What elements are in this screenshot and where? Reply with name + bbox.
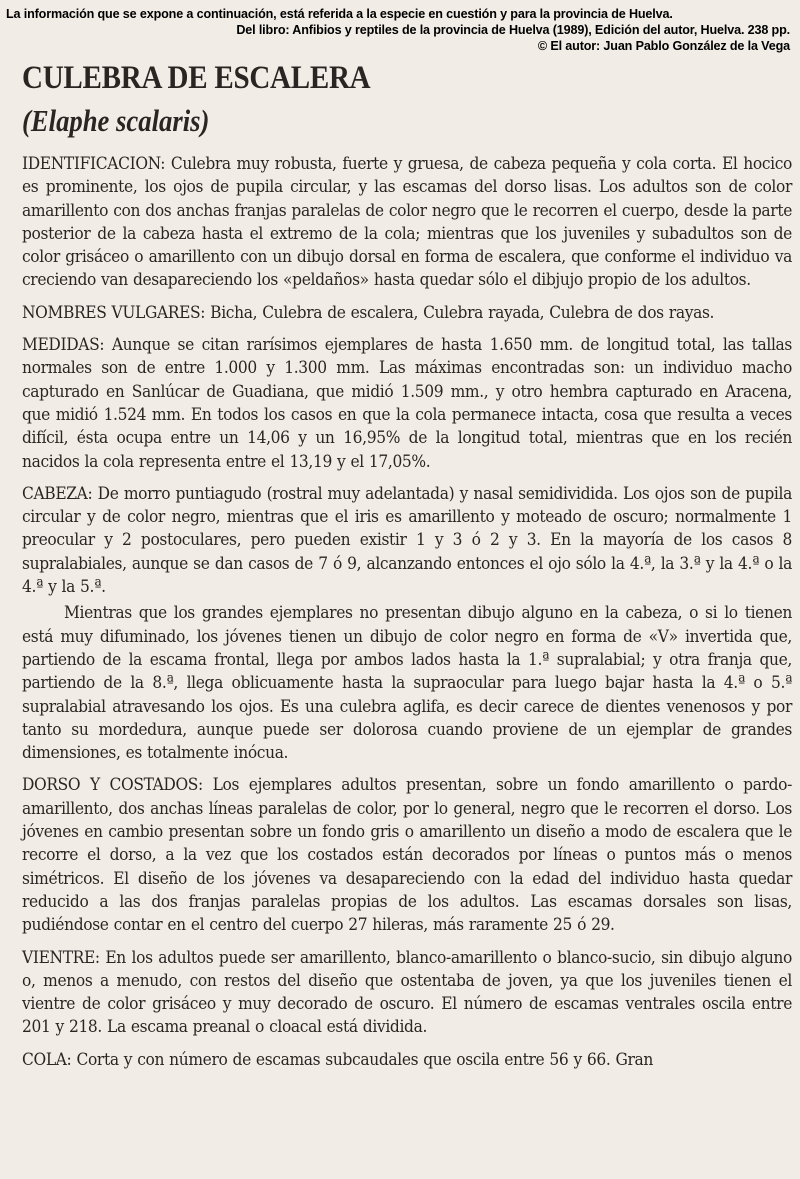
section-cabeza	[22, 483, 792, 599]
header-copyright: © El autor: Juan Pablo González de la Vega	[537, 39, 790, 53]
section-label: CABEZA:	[22, 483, 93, 504]
section-text: Bicha, Culebra de escalera, Culebra rayada, Culebra de dos rayas.	[205, 302, 715, 323]
section-label: VIENTRE:	[22, 947, 100, 968]
section-cola	[22, 1049, 792, 1072]
section-text: Aunque se citan rarísimos ejemplares de hasta 1.650 mm. de longitud total, las tallas normales son de entre 1.000 y 1.300 mm. Las máximas encontradas son: un individuo macho capturado en Sanlúcar de Guadiana, que midió 1.509 mm., y otro hembra capturado en Aracena, que midió 1.524 mm. En todos los casos en que la cola permanece intacta, cosa que resulta a veces difícil, ésta ocupa entre un 14,06 y un 16,95% de la longitud total, mientras que en los recién nacidos la cola representa entre el 13,19 y el 17,05%.	[22, 335, 792, 472]
page-title: CULEBRA DE ESCALERA	[22, 60, 371, 96]
section-cabeza-continued	[22, 602, 792, 765]
section-text: Mientras que los grandes ejemplares no presentan dibujo alguno en la cabeza, o si lo tienen está muy difuminado, los jóvenes tienen un dibujo de color negro en forma de «V» invertida que, partiendo de la escama frontal, llega por ambos lados hasta la 1.ª supralabial; y otra franja que, partiendo de la 8.ª, llega oblicuamente hasta la supraocular para luego bajar hasta la 4.ª o 5.ª supralabial atravesando los ojos. Es una culebra aglifa, es decir carece de dientes venenosos y por tanto su mordedura, aunque puede ser dolorosa cuando proviene de un ejemplar de grandes dimensiones, es totalmente inócua.	[22, 603, 792, 764]
header-book-citation: Del libro: Anfibios y reptiles de la provincia de Huelva (1989), Edición del autor, Huelva. 238 pp.	[236, 23, 790, 37]
section-medidas	[22, 334, 792, 474]
section-text: Corta y con número de escamas subcaudales que oscila entre 56 y 66. Gran	[71, 1049, 653, 1070]
section-dorso-costados	[22, 774, 792, 937]
section-identificacion	[22, 153, 792, 293]
document-body	[22, 153, 792, 1081]
section-label: MEDIDAS:	[22, 335, 105, 356]
section-nombres-vulgares	[22, 302, 792, 325]
header-disclaimer: La información que se expone a continuación, está referida a la especie en cuestión y para la provincia de Huelva.	[6, 7, 673, 21]
section-label: DORSO Y COSTADOS:	[22, 775, 203, 796]
section-text: Culebra muy robusta, fuerte y gruesa, de cabeza pequeña y cola corta. El hocico es prominente, los ojos de pupila circular, y las escamas del dorso lisas. Los adultos son de color amarillento con dos anchas franjas paralelas de color negro que le recorren el cuerpo, desde la parte posterior de la cabeza hasta el extremo de la cola; mientras que los juveniles y subadultos son de color grisáceo o amarillento con un dibujo dorsal en forma de escalera, que conforme el individuo va creciendo van desapareciendo los «peldaños» hasta quedar sólo el dibjujo propio de los adultos.	[22, 154, 792, 291]
section-vientre	[22, 947, 792, 1040]
section-label: COLA:	[22, 1049, 72, 1070]
section-text: Los ejemplares adultos presentan, sobre un fondo amarillento o pardo-amarillento, dos anchas líneas paralelas de color, por lo general, negro que le recorren el dorso. Los jóvenes en cambio presentan sobre un fondo gris o amarillento un diseño a modo de escalera que le recorre el dorso, a la vez que los costados están decorados por líneas o puntos más o menos simétricos. El diseño de los jóvenes va desapareciendo con la edad del individuo hasta quedar reducido a las dos franjas paralelas propias de los adultos. Las escamas dorsales son lisas, pudiéndose contar en el centro del cuerpo 27 hileras, más raramente 25 ó 29.	[22, 775, 793, 936]
section-label: NOMBRES VULGARES:	[22, 302, 206, 323]
source-header	[0, 0, 800, 54]
section-text: De morro puntiagudo (rostral muy adelantada) y nasal semidividida. Los ojos son de pupila circular y de color negro, mientras que el iris es amarillento y moteado de oscuro; normalmente 1 preocular y 2 postoculares, pero pueden existir 1 y 3 ó 2 y 3. En la mayoría de los casos 8 supralabiales, aunque se dan casos de 7 ó 9, alcanzando entonces el ojo sólo la 4.ª, la 3.ª y la 4.ª o la 4.ª y la 5.ª.	[22, 483, 792, 598]
section-text: En los adultos puede ser amarillento, blanco-amarillento o blanco-sucio, sin dibujo alguno o, menos a menudo, con restos del diseño que ostentaba de joven, ya que los juveniles tienen el vientre de color grisáceo y muy decorado de oscuro. El número de escamas ventrales oscila entre 201 y 218. La escama preanal o cloacal está dividida.	[22, 947, 792, 1038]
scientific-name: (Elaphe scalaris)	[22, 103, 210, 138]
section-label: IDENTIFICACION:	[22, 154, 166, 174]
